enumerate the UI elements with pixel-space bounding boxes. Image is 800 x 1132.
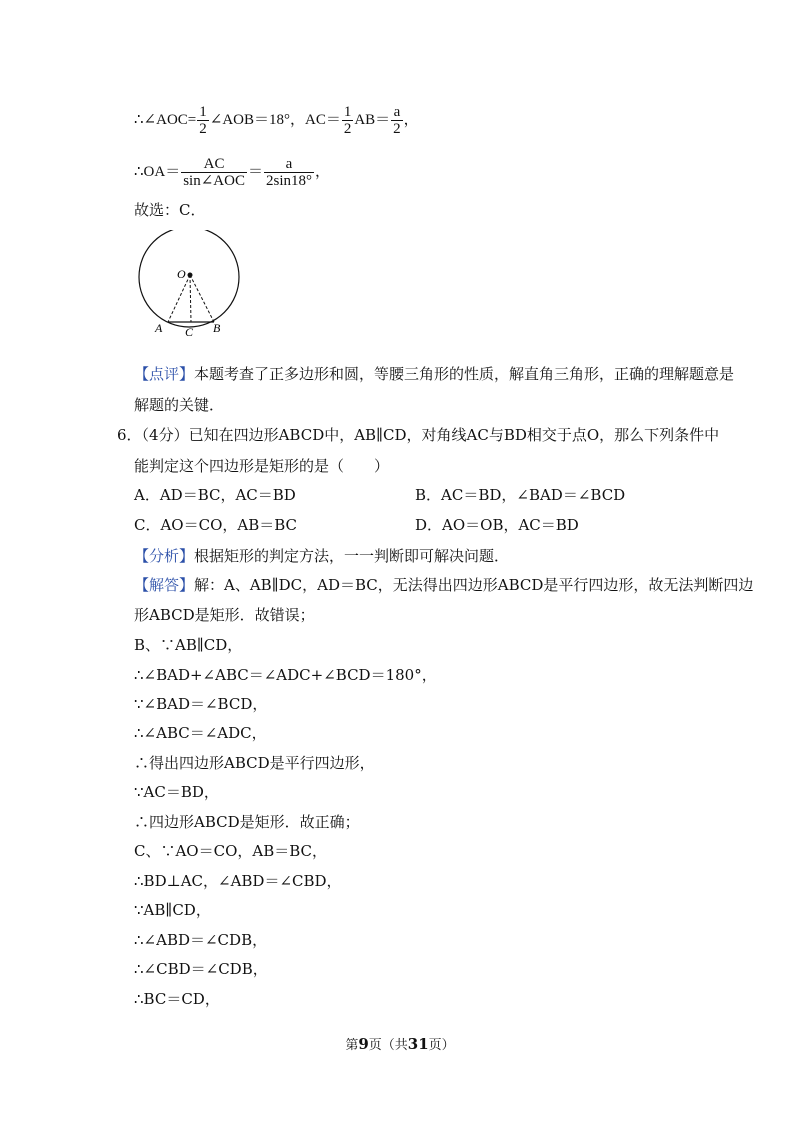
label-b: B — [213, 321, 221, 335]
fraction-half-2 — [342, 104, 354, 137]
answer-text-1: 解：A、AB∥DC，AD＝BC，无法得出四边形ABCD是平行四边形，故无法判断四边 — [194, 576, 754, 594]
analysis-line — [134, 546, 509, 566]
option-b: B．AC＝BD，∠BAD＝∠BCD — [415, 486, 626, 504]
eq1-mid: ∠AOB＝18°，AC＝ — [209, 111, 341, 128]
eq2-tail: ， — [315, 163, 331, 180]
step-line: B、∵AB∥CD， — [134, 636, 243, 654]
eq1-lead: ∴∠AOC= — [134, 111, 197, 128]
center-point — [188, 273, 193, 278]
fraction-a-over-2 — [391, 104, 403, 137]
fraction-num: 1 — [199, 104, 207, 120]
fraction-den: 2 — [343, 121, 352, 137]
fraction-num: 1 — [343, 104, 352, 120]
radius-oa — [168, 275, 190, 322]
comment-line-2: 解题的关键． — [134, 396, 225, 414]
question-line-2: 能判定这个四边形是矩形的是（ ） — [134, 457, 390, 475]
fraction-num: AC — [181, 156, 247, 173]
fraction-num: a — [391, 104, 403, 121]
option-a: A．AD＝BC，AC＝BD — [134, 486, 296, 504]
step-line: ∵∠BAD＝∠BCD， — [134, 695, 268, 713]
step-line: ∵AC＝BD， — [134, 783, 219, 801]
step-line: C、∵AO＝CO，AB＝BC， — [134, 842, 328, 860]
label-a: A — [155, 321, 163, 335]
analysis-text: 根据矩形的判定方法，一一判断即可解决问题． — [194, 547, 510, 565]
eq2-lead: ∴OA＝ — [134, 163, 181, 180]
comment-text-1: 本题考查了正多边形和圆，等腰三角形的性质，解直角三角形，正确的理解题意是 — [194, 365, 735, 383]
step-line: ∴∠ABC＝∠ADC， — [134, 724, 267, 742]
comment-line-1 — [134, 364, 734, 384]
option-c: C．AO＝CO，AB＝BC — [134, 516, 298, 534]
answer-line-1 — [134, 575, 753, 595]
fraction-num: a — [264, 156, 314, 173]
comment-label: 【点评】 — [134, 365, 195, 383]
fraction-den: sin∠AOC — [183, 173, 245, 189]
step-line: ∵AB∥CD， — [134, 901, 211, 919]
fraction-den: 2 — [199, 121, 207, 137]
fraction-den: 2sin18° — [265, 173, 312, 189]
answer-line-2: 形ABCD是矩形．故错误； — [134, 606, 315, 624]
page-footer — [0, 1034, 800, 1053]
step-line: ∴∠CBD＝∠CDB， — [134, 960, 268, 978]
circle-outline — [139, 230, 239, 327]
fraction-a-over-2sin18 — [264, 156, 314, 189]
step-line: ∴BC＝CD， — [134, 990, 220, 1008]
eq1-tail: ， — [403, 111, 419, 128]
answer-label: 【解答】 — [134, 576, 195, 594]
step-line: ∴∠ABD＝∠CDB， — [134, 931, 268, 949]
circle-figure — [134, 230, 244, 340]
footer-mid: 页（共 — [368, 1038, 408, 1053]
step-line: ∴得出四边形ABCD是平行四边形， — [134, 754, 375, 772]
question-line-1: 6．（4分）已知在四边形ABCD中，AB∥CD，对角线AC与BD相交于点O，那么下列条件中 — [117, 426, 720, 444]
choice-line: 故选：C． — [134, 201, 206, 219]
footer-post: 页） — [428, 1038, 455, 1053]
step-line: ∴四边形ABCD是矩形．故正确； — [134, 813, 360, 831]
fraction-half — [197, 104, 209, 137]
radius-ob — [190, 275, 214, 322]
segment-oc — [190, 275, 191, 322]
footer-page-number: 9 — [358, 1035, 369, 1053]
equation-line-1 — [134, 104, 419, 137]
option-d: D．AO＝OB，AC＝BD — [415, 516, 579, 534]
analysis-label: 【分析】 — [134, 547, 195, 565]
footer-pre: 第 — [345, 1038, 359, 1053]
label-o: O — [177, 267, 186, 281]
eq2-mid: ＝ — [247, 163, 263, 180]
fraction-ac-over-sin — [181, 156, 247, 189]
eq1-mid2: AB＝ — [354, 111, 391, 128]
step-line: ∴BD⊥AC，∠ABD＝∠CBD， — [134, 872, 342, 890]
step-line: ∴∠BAD+∠ABC＝∠ADC+∠BCD＝180°， — [134, 666, 437, 684]
footer-total-pages: 31 — [407, 1035, 429, 1053]
equation-line-2 — [134, 156, 330, 189]
label-c: C — [185, 325, 194, 339]
fraction-den: 2 — [393, 121, 401, 137]
